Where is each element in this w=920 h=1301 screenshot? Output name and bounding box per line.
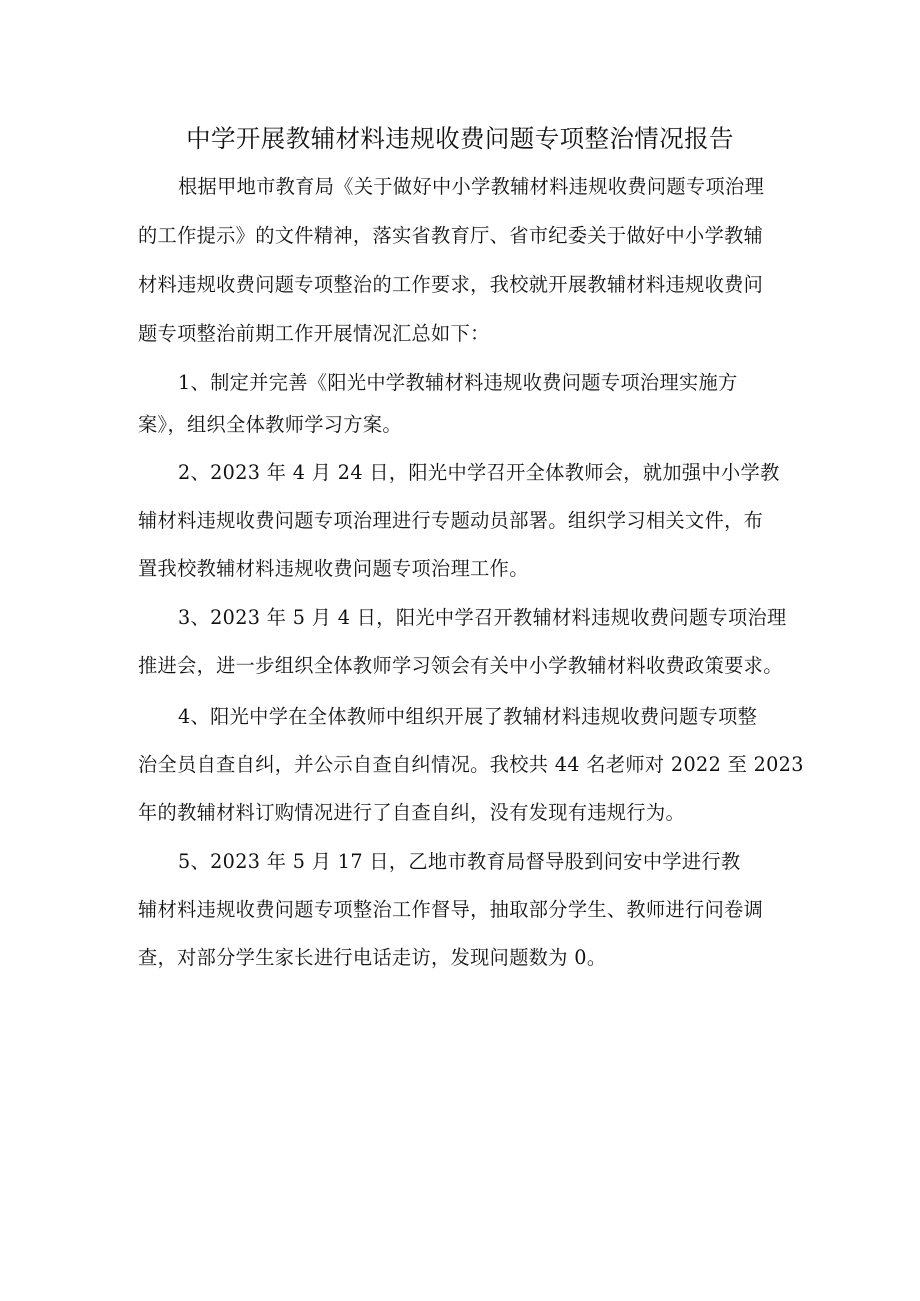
paragraph-line: 置我校教辅材料违规收费问题专项治理工作。 — [138, 557, 529, 580]
paragraph-line: 1、制定并完善《阳光中学教辅材料违规收费问题专项治理实施方 — [178, 371, 738, 394]
paragraph-line: 材料违规收费问题专项整治的工作要求，我校就开展教辅材料违规收费问 — [138, 273, 764, 296]
paragraph-line: 治全员自查自纠，并公示自查自纠情况。我校共 44 名老师对 2022 至 2023 — [138, 753, 804, 776]
paragraph-line: 3、2023 年 5 月 4 日，阳光中学召开教辅材料违规收费问题专项治理 — [178, 606, 787, 629]
paragraph-line: 根据甲地市教育局《关于做好中小学教辅材料违规收费问题专项治理 — [178, 175, 765, 198]
paragraph-line: 推进会，进一步组织全体教师学习领会有关中小学教辅材料收费政策要求。 — [138, 654, 783, 677]
paragraph-line: 年的教辅材料订购情况进行了自查自纠，没有发现有违规行为。 — [138, 801, 686, 824]
paragraph-line: 辅材料违规收费问题专项整治工作督导，抽取部分学生、教师进行问卷调 — [138, 898, 764, 921]
paragraph-line: 5、2023 年 5 月 17 日，乙地市教育局督导股到问安中学进行教 — [178, 850, 741, 873]
paragraph-line: 4、阳光中学在全体教师中组织开展了教辅材料违规收费问题专项整 — [178, 705, 758, 728]
paragraph-line: 案》，组织全体教师学习方案。 — [138, 413, 402, 436]
paragraph-line: 的工作提示》的文件精神，落实省教育厅、省市纪委关于做好中小学教辅 — [138, 224, 764, 247]
paragraph-line: 2、2023 年 4 月 24 日，阳光中学召开全体教师会，就加强中小学教 — [178, 461, 780, 484]
paragraph-line: 查，对部分学生家长进行电话走访，发现问题数为 0。 — [138, 946, 607, 969]
paragraph-line: 题专项整治前期工作开展情况汇总如下： — [138, 322, 490, 345]
document-title: 中学开展教辅材料违规收费问题专项整治情况报告 — [186, 124, 734, 153]
paragraph-line: 辅材料违规收费问题专项治理进行专题动员部署。组织学习相关文件，布 — [138, 509, 764, 532]
